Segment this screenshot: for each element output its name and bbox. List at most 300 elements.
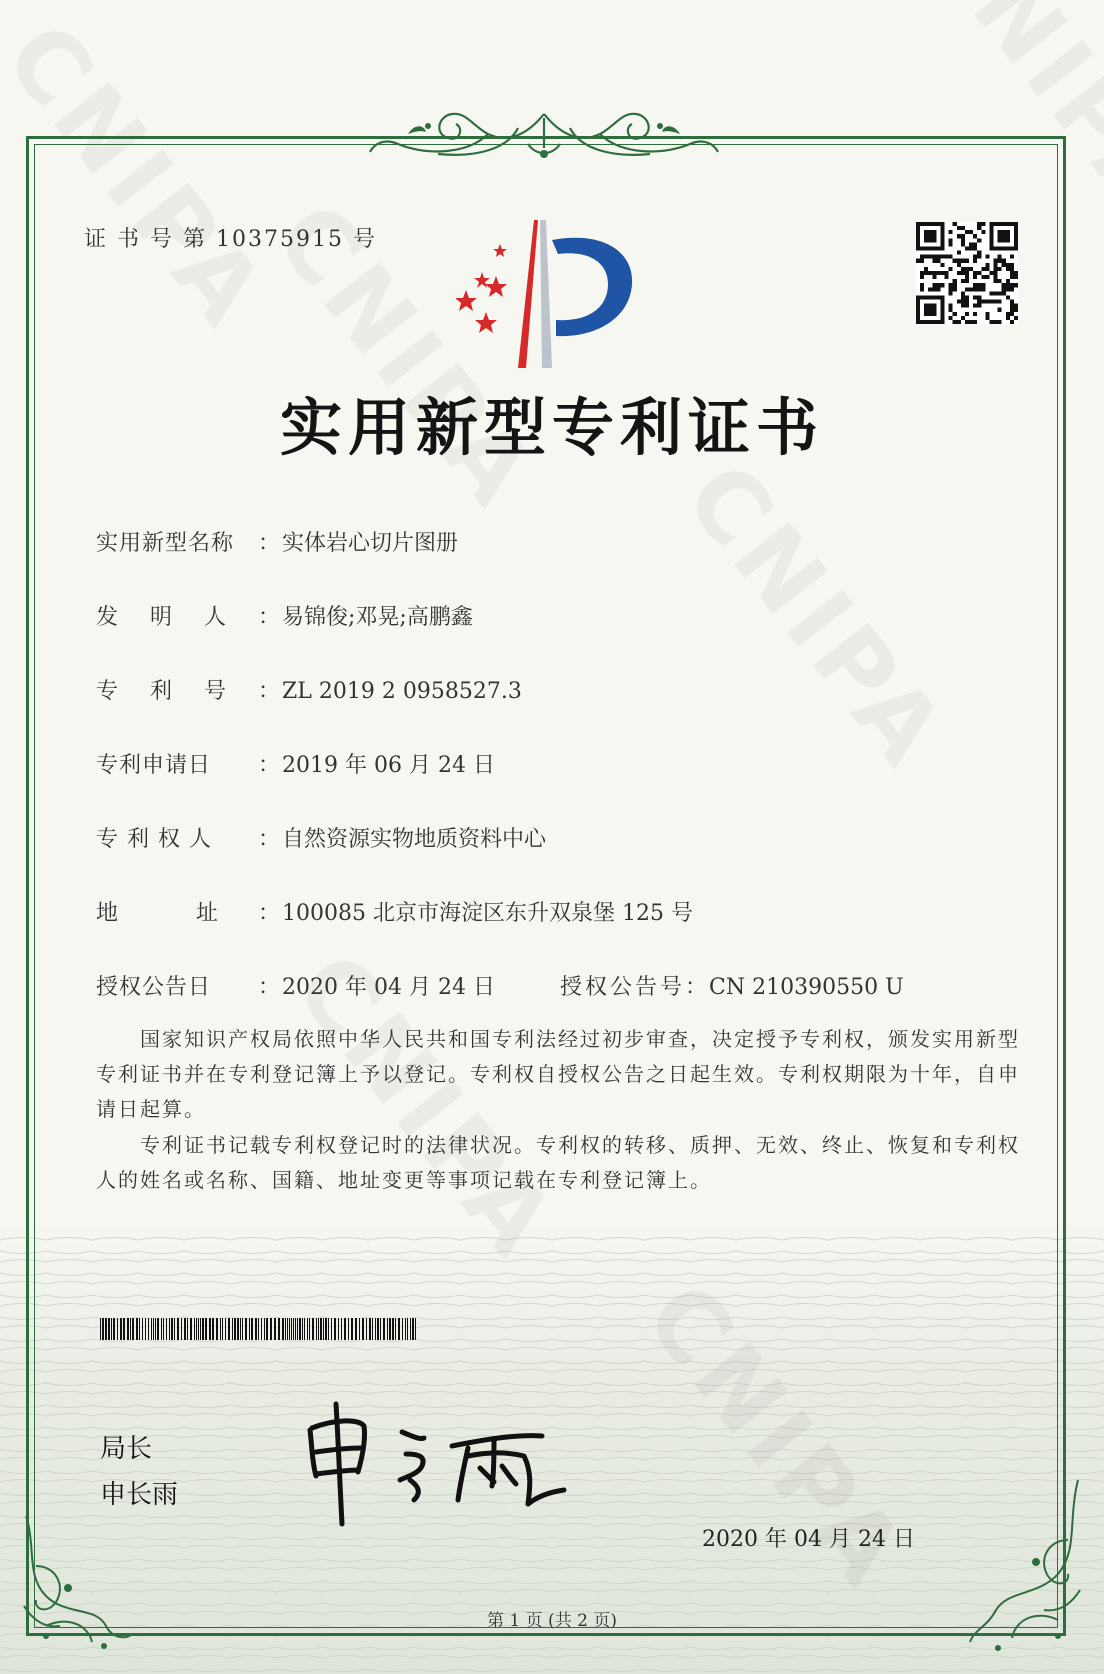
qr-module bbox=[969, 267, 973, 271]
barcode-bar bbox=[216, 1318, 218, 1340]
qr-module bbox=[936, 259, 940, 263]
issue-date: 2020 年 04 月 24 日 bbox=[702, 1527, 915, 1552]
page-title: 实用新型专利证书 bbox=[279, 391, 824, 464]
qr-module bbox=[949, 283, 953, 287]
qr-module bbox=[961, 259, 965, 263]
qr-finder bbox=[924, 304, 936, 316]
qr-module bbox=[1014, 275, 1018, 279]
qr-module bbox=[1002, 259, 1006, 263]
qr-module bbox=[981, 283, 985, 287]
qr-module bbox=[981, 300, 985, 304]
qr-module bbox=[1006, 279, 1010, 283]
barcode-bar bbox=[258, 1318, 259, 1340]
barcode-bar bbox=[198, 1318, 199, 1340]
barcode-bar bbox=[328, 1318, 329, 1340]
qr-module bbox=[994, 259, 998, 263]
barcode-bar bbox=[187, 1318, 188, 1340]
qr-module bbox=[1006, 263, 1010, 267]
barcode-bar bbox=[389, 1318, 391, 1340]
qr-module bbox=[932, 287, 936, 291]
qr-module bbox=[977, 251, 981, 255]
qr-module bbox=[969, 287, 973, 291]
barcode-bar bbox=[407, 1318, 408, 1340]
qr-module bbox=[949, 267, 953, 271]
qr-module bbox=[961, 271, 965, 275]
qr-module bbox=[928, 255, 932, 259]
ornament-icon bbox=[968, 1470, 1088, 1660]
qr-module bbox=[940, 263, 944, 267]
qr-module bbox=[961, 291, 965, 295]
qr-module bbox=[973, 304, 977, 308]
qr-module bbox=[916, 259, 920, 263]
barcode-bar bbox=[194, 1318, 195, 1340]
barcode-bar bbox=[348, 1318, 349, 1340]
qr-module bbox=[994, 279, 998, 283]
barcode-bar bbox=[105, 1318, 107, 1340]
qr-code-icon bbox=[916, 222, 1018, 324]
barcode-bar bbox=[380, 1318, 381, 1340]
qr-module bbox=[989, 300, 993, 304]
barcode-bar bbox=[392, 1318, 394, 1340]
barcode-bar bbox=[127, 1318, 129, 1340]
barcode-bar bbox=[398, 1318, 400, 1340]
field-address: 地 址 ：100085 北京市海淀区东升双泉堡 125 号 bbox=[96, 896, 693, 927]
barcode-bar bbox=[240, 1318, 241, 1340]
qr-module bbox=[985, 275, 989, 279]
qr-module bbox=[1010, 312, 1014, 316]
qr-module bbox=[985, 263, 989, 267]
cnipa-logo-icon bbox=[456, 220, 652, 368]
qr-module bbox=[932, 259, 936, 263]
qr-module bbox=[1010, 308, 1014, 312]
qr-module bbox=[1010, 287, 1014, 291]
qr-finder bbox=[924, 230, 936, 242]
qr-module bbox=[924, 255, 928, 259]
field-label: 专 利 号 bbox=[96, 679, 227, 704]
qr-module bbox=[981, 267, 985, 271]
barcode-bar bbox=[120, 1318, 122, 1340]
qr-module bbox=[961, 242, 965, 246]
barcode-bar bbox=[299, 1318, 301, 1340]
qr-module bbox=[949, 291, 953, 295]
barcode-bar bbox=[351, 1318, 353, 1340]
barcode-bar bbox=[251, 1318, 253, 1340]
qr-module bbox=[973, 295, 977, 299]
qr-module bbox=[920, 259, 924, 263]
field-application-date: 专利申请日 ：2019 年 06 月 24 日 bbox=[96, 748, 495, 779]
page-indicator: 第 1 页 (共 2 页) bbox=[487, 1611, 617, 1631]
qr-module bbox=[1014, 283, 1018, 287]
qr-module bbox=[961, 279, 965, 283]
qr-module bbox=[961, 234, 965, 238]
qr-module bbox=[957, 234, 961, 238]
legal-paragraph: 专利证书记载专利权登记时的法律状况。专利权的转移、质押、无效、终止、恢复和专利权人的姓名或名称、国籍、地址变更等事项记载在专利登记簿上。 bbox=[96, 1133, 1020, 1192]
barcode-bar bbox=[155, 1318, 156, 1340]
qr-module bbox=[994, 320, 998, 324]
qr-module bbox=[1006, 316, 1010, 320]
barcode-bar bbox=[375, 1318, 376, 1340]
qr-module bbox=[977, 283, 981, 287]
barcode-bar bbox=[132, 1318, 134, 1340]
barcode-bar bbox=[304, 1318, 305, 1340]
ornament-icon bbox=[368, 104, 720, 166]
director-name: 申长雨 bbox=[100, 1480, 179, 1510]
barcode-bar bbox=[100, 1318, 101, 1340]
barcode-bar bbox=[415, 1318, 416, 1340]
barcode-bar bbox=[130, 1318, 131, 1340]
barcode-bar bbox=[220, 1318, 221, 1340]
barcode-bar bbox=[355, 1318, 357, 1340]
barcode-bar bbox=[334, 1318, 336, 1340]
qr-module bbox=[1002, 291, 1006, 295]
qr-module bbox=[973, 275, 977, 279]
qr-module bbox=[1006, 295, 1010, 299]
field-label: 专 利 权 人 bbox=[96, 827, 212, 852]
barcode-bar bbox=[266, 1318, 268, 1340]
qr-module bbox=[977, 222, 981, 226]
qr-module bbox=[949, 304, 953, 308]
barcode-bar bbox=[270, 1318, 272, 1340]
barcode-bar bbox=[196, 1318, 197, 1340]
barcode-bar bbox=[387, 1318, 388, 1340]
barcode-bar bbox=[331, 1318, 332, 1340]
qr-module bbox=[961, 238, 965, 242]
qr-module bbox=[973, 287, 977, 291]
barcode-bar bbox=[145, 1318, 146, 1340]
barcode-bar bbox=[232, 1318, 233, 1340]
barcode-bar bbox=[108, 1318, 110, 1340]
qr-module bbox=[981, 222, 985, 226]
barcode-bar bbox=[412, 1318, 414, 1340]
qr-module bbox=[945, 255, 949, 259]
barcode-bar bbox=[341, 1318, 342, 1340]
qr-module bbox=[961, 304, 965, 308]
qr-module bbox=[957, 251, 961, 255]
qr-module bbox=[1006, 287, 1010, 291]
qr-module bbox=[994, 263, 998, 267]
field-patentee: 专 利 权 人 ：自然资源实物地质资料中心 bbox=[96, 822, 546, 853]
qr-module bbox=[949, 287, 953, 291]
field-label: 实用新型名称 bbox=[96, 531, 235, 556]
qr-module bbox=[989, 320, 993, 324]
qr-module bbox=[953, 283, 957, 287]
qr-module bbox=[998, 300, 1002, 304]
barcode-bar bbox=[261, 1318, 262, 1340]
barcode-bar bbox=[161, 1318, 162, 1340]
barcode-bar bbox=[136, 1318, 138, 1340]
barcode-bar bbox=[369, 1318, 371, 1340]
qr-module bbox=[945, 275, 949, 279]
qr-module bbox=[977, 238, 981, 242]
qr-module bbox=[965, 279, 969, 283]
qr-module bbox=[1002, 283, 1006, 287]
qr-module bbox=[920, 275, 924, 279]
qr-module bbox=[953, 320, 957, 324]
qr-module bbox=[965, 259, 969, 263]
qr-module bbox=[953, 312, 957, 316]
director-block bbox=[100, 1426, 178, 1518]
barcode-bar bbox=[309, 1318, 310, 1340]
qr-module bbox=[965, 271, 969, 275]
field-patent-number: 专 利 号 ：ZL 2019 2 0958527.3 bbox=[96, 674, 522, 705]
qr-module bbox=[957, 226, 961, 230]
qr-module bbox=[973, 255, 977, 259]
qr-module bbox=[965, 312, 969, 316]
barcode-bar bbox=[113, 1318, 115, 1340]
qr-module bbox=[965, 287, 969, 291]
field-inventors: 发 明 人 ：易锦俊;邓晃;高鹏鑫 bbox=[96, 600, 473, 631]
qr-module bbox=[977, 271, 981, 275]
qr-module bbox=[969, 230, 973, 234]
field-value: 自然资源实物地质资料中心 bbox=[282, 827, 547, 852]
qr-module bbox=[1010, 320, 1014, 324]
qr-module bbox=[985, 312, 989, 316]
barcode-bar bbox=[312, 1318, 314, 1340]
barcode-bar bbox=[307, 1318, 308, 1340]
qr-module bbox=[928, 287, 932, 291]
barcode-bar bbox=[177, 1318, 179, 1340]
barcode-bar bbox=[366, 1318, 367, 1340]
qr-module bbox=[994, 275, 998, 279]
qr-module bbox=[957, 259, 961, 263]
qr-module bbox=[1014, 271, 1018, 275]
qr-module bbox=[1002, 287, 1006, 291]
barcode-bar bbox=[174, 1318, 175, 1340]
qr-module bbox=[985, 300, 989, 304]
barcode-bar bbox=[225, 1318, 226, 1340]
barcode-bar bbox=[320, 1318, 322, 1340]
qr-module bbox=[965, 246, 969, 250]
qr-module bbox=[981, 287, 985, 291]
barcode-bar bbox=[171, 1318, 173, 1340]
qr-module bbox=[957, 263, 961, 267]
barcode-bar bbox=[291, 1318, 292, 1340]
qr-module bbox=[940, 283, 944, 287]
qr-module bbox=[973, 242, 977, 246]
qr-module bbox=[1010, 263, 1014, 267]
qr-module bbox=[940, 271, 944, 275]
qr-module bbox=[965, 320, 969, 324]
qr-module bbox=[1010, 271, 1014, 275]
qr-module bbox=[1010, 255, 1014, 259]
barcode-bar bbox=[316, 1318, 317, 1340]
field-value: 实体岩心切片图册 bbox=[282, 531, 459, 556]
qr-module bbox=[949, 238, 953, 242]
barcode-bar bbox=[222, 1318, 223, 1340]
barcode-bar bbox=[285, 1318, 286, 1340]
barcode-bar bbox=[200, 1318, 201, 1340]
qr-module bbox=[1010, 275, 1014, 279]
qr-module bbox=[953, 287, 957, 291]
qr-module bbox=[981, 275, 985, 279]
legal-paragraph: 国家知识产权局依照中华人民共和国专利法经过初步审查，决定授予专利权，颁发实用新型专利证书并在专利登记簿上予以登记。专利权自授权公告之日起生效。专利权期限为十年，自申请日起算。 bbox=[96, 1027, 1020, 1121]
signature bbox=[302, 1396, 572, 1528]
qr-module bbox=[994, 267, 998, 271]
qr-module bbox=[932, 283, 936, 287]
barcode-bar bbox=[153, 1318, 154, 1340]
barcode-bar bbox=[139, 1318, 140, 1340]
qr-module bbox=[920, 287, 924, 291]
barcode-bar bbox=[234, 1318, 236, 1340]
qr-module bbox=[965, 230, 969, 234]
barcode-bar bbox=[302, 1318, 303, 1340]
barcode-bar bbox=[372, 1318, 373, 1340]
barcode-bar bbox=[278, 1318, 280, 1340]
qr-module bbox=[973, 234, 977, 238]
barcode-bar bbox=[205, 1318, 207, 1340]
qr-module bbox=[957, 320, 961, 324]
qr-module bbox=[1014, 316, 1018, 320]
barcode-bar bbox=[237, 1318, 239, 1340]
barcode-bar bbox=[383, 1318, 385, 1340]
barcode-bar bbox=[117, 1318, 118, 1340]
qr-module bbox=[977, 287, 981, 291]
qr-module bbox=[1014, 308, 1018, 312]
certificate-number: 证 书 号 第 10375915 号 bbox=[84, 227, 377, 252]
qr-module bbox=[969, 242, 973, 246]
barcode-bar bbox=[202, 1318, 204, 1340]
barcode-bar bbox=[405, 1318, 406, 1340]
qr-module bbox=[1006, 283, 1010, 287]
field-value: ZL 2019 2 0958527.3 bbox=[282, 679, 522, 704]
barcode-bar bbox=[157, 1318, 159, 1340]
field-label: 授权公告号 bbox=[560, 975, 686, 1000]
qr-module bbox=[998, 255, 1002, 259]
qr-module bbox=[961, 226, 965, 230]
qr-module bbox=[953, 279, 957, 283]
qr-module bbox=[989, 271, 993, 275]
barcode-bar bbox=[282, 1318, 284, 1340]
qr-module bbox=[932, 275, 936, 279]
qr-module bbox=[961, 267, 965, 271]
qr-module bbox=[949, 242, 953, 246]
barcode-bar bbox=[318, 1318, 319, 1340]
qr-module bbox=[920, 283, 924, 287]
qr-module bbox=[949, 308, 953, 312]
qr-module bbox=[973, 271, 977, 275]
barcode-bar bbox=[255, 1318, 257, 1340]
qr-module bbox=[940, 255, 944, 259]
barcode-bar bbox=[297, 1318, 298, 1340]
qr-module bbox=[932, 271, 936, 275]
qr-module bbox=[949, 316, 953, 320]
ornament-icon bbox=[16, 1506, 136, 1656]
qr-module bbox=[998, 291, 1002, 295]
barcode-bar bbox=[274, 1318, 276, 1340]
barcode-bar bbox=[242, 1318, 243, 1340]
qr-module bbox=[936, 271, 940, 275]
qr-module bbox=[936, 283, 940, 287]
barcode-bar bbox=[323, 1318, 324, 1340]
qr-module bbox=[1010, 267, 1014, 271]
barcode-bar bbox=[123, 1318, 125, 1340]
qr-module bbox=[924, 267, 928, 271]
director-title: 局长 bbox=[100, 1434, 153, 1464]
qr-module bbox=[1010, 283, 1014, 287]
qr-module bbox=[928, 271, 932, 275]
qr-module bbox=[1010, 300, 1014, 304]
qr-module bbox=[994, 291, 998, 295]
qr-module bbox=[936, 287, 940, 291]
qr-module bbox=[920, 271, 924, 275]
barcode-bar bbox=[249, 1318, 250, 1340]
barcode-bar bbox=[184, 1318, 186, 1340]
barcode-bar bbox=[395, 1318, 396, 1340]
qr-module bbox=[961, 316, 965, 320]
qr-module bbox=[965, 300, 969, 304]
qr-module bbox=[949, 255, 953, 259]
qr-module bbox=[1006, 267, 1010, 271]
qr-finder bbox=[998, 230, 1010, 242]
barcode-bar bbox=[264, 1318, 265, 1340]
barcode-bar bbox=[228, 1318, 230, 1340]
qr-module bbox=[1002, 263, 1006, 267]
qr-module bbox=[985, 255, 989, 259]
barcode-bar bbox=[190, 1318, 192, 1340]
qr-module bbox=[973, 259, 977, 263]
qr-module bbox=[998, 279, 1002, 283]
qr-module bbox=[961, 295, 965, 299]
qr-module bbox=[953, 222, 957, 226]
field-announcement-number: 授权公告号：CN 210390550 U bbox=[560, 975, 904, 1000]
field-value: CN 210390550 U bbox=[709, 975, 904, 1000]
qr-module bbox=[977, 304, 981, 308]
qr-module bbox=[965, 267, 969, 271]
field-value: 2019 年 06 月 24 日 bbox=[282, 753, 495, 778]
barcode-icon bbox=[100, 1318, 418, 1340]
qr-module bbox=[1006, 312, 1010, 316]
qr-module bbox=[961, 300, 965, 304]
barcode-bar bbox=[148, 1318, 149, 1340]
qr-module bbox=[936, 255, 940, 259]
barcode-bar bbox=[359, 1318, 360, 1340]
barcode-bar bbox=[295, 1318, 296, 1340]
qr-module bbox=[998, 320, 1002, 324]
barcode-bar bbox=[142, 1318, 143, 1340]
qr-module bbox=[973, 320, 977, 324]
field-announcement-date: 授权公告日 ：2020 年 04 月 24 日 bbox=[96, 970, 495, 1001]
field-value: 100085 北京市海淀区东升双泉堡 125 号 bbox=[282, 901, 693, 926]
qr-module bbox=[953, 259, 957, 263]
barcode-bar bbox=[181, 1318, 182, 1340]
qr-module bbox=[924, 271, 928, 275]
qr-module bbox=[932, 255, 936, 259]
field-label: 地 址 bbox=[96, 901, 219, 926]
barcode-bar bbox=[212, 1318, 214, 1340]
qr-module bbox=[994, 300, 998, 304]
qr-module bbox=[969, 320, 973, 324]
qr-module bbox=[945, 271, 949, 275]
qr-module bbox=[920, 255, 924, 259]
barcode-bar bbox=[377, 1318, 379, 1340]
qr-module bbox=[977, 295, 981, 299]
qr-module bbox=[998, 267, 1002, 271]
qr-module bbox=[981, 230, 985, 234]
field-label: 发 明 人 bbox=[96, 605, 227, 630]
barcode-bar bbox=[410, 1318, 411, 1340]
qr-module bbox=[965, 304, 969, 308]
barcode-bar bbox=[293, 1318, 294, 1340]
barcode-bar bbox=[344, 1318, 346, 1340]
qr-module bbox=[998, 308, 1002, 312]
barcode-bar bbox=[151, 1318, 152, 1340]
qr-module bbox=[973, 246, 977, 250]
qr-module bbox=[989, 291, 993, 295]
qr-module bbox=[985, 267, 989, 271]
field-label: 授权公告日 bbox=[96, 975, 212, 1000]
barcode-bar bbox=[362, 1318, 364, 1340]
qr-module bbox=[965, 275, 969, 279]
